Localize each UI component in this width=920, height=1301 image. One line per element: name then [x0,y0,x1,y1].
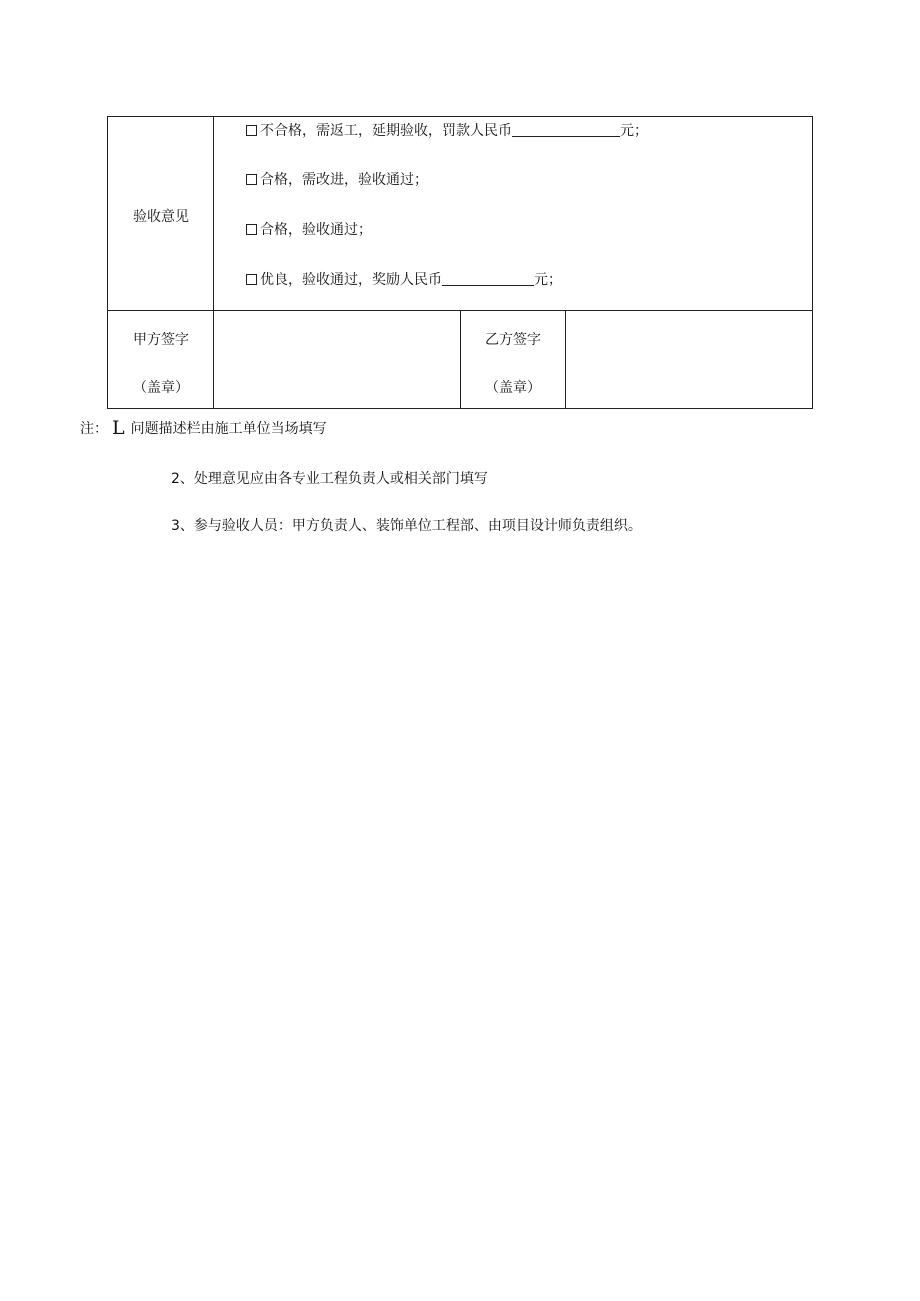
note-item-3: 3、参与验收人员：甲方负责人、装饰单位工程部、由项目设计师负责组织。 [171,518,642,534]
checkbox-pass[interactable] [246,224,257,235]
checkbox-pass-improve[interactable] [246,174,257,185]
option-pass-improve [246,169,428,189]
acceptance-opinion-label: 验收意见 [133,209,189,225]
party-b-signature-label: 乙方签字 [485,332,541,348]
party-a-signature-label: 甲方签字 [133,332,189,348]
party-b-signature-field[interactable] [566,311,812,408]
penalty-amount-blank[interactable] [512,124,620,137]
checkbox-fail-rework[interactable] [246,125,257,136]
party-a-seal-label: （盖章） [133,380,189,396]
checkbox-excellent[interactable] [246,274,257,285]
option-excellent [246,269,562,289]
option-fail-rework-unit: 元； [620,123,648,139]
note-item-2: 2、处理意见应由各专业工程负责人或相关部门填写 [171,471,488,487]
option-excellent-text: 优良，验收通过，奖励人民币 [260,272,442,288]
acceptance-form-table [107,116,813,409]
option-fail-rework-text: 不合格，需返工，延期验收，罚款人民币 [260,123,512,139]
party-a-signature-field[interactable] [214,311,460,408]
note-item-1-marker: L [112,417,125,439]
option-excellent-unit: 元； [534,272,562,288]
option-pass [246,219,372,239]
option-fail-rework [246,120,648,140]
note-item-1 [80,416,327,438]
reward-amount-blank[interactable] [442,273,534,286]
option-pass-improve-text: 合格，需改进，验收通过； [260,172,428,188]
party-b-seal-label: （盖章） [485,380,541,396]
note-item-1-text: 问题描述栏由施工单位当场填写 [130,421,327,437]
note-prefix: 注： [80,421,108,437]
option-pass-text: 合格，验收通过； [260,222,372,238]
